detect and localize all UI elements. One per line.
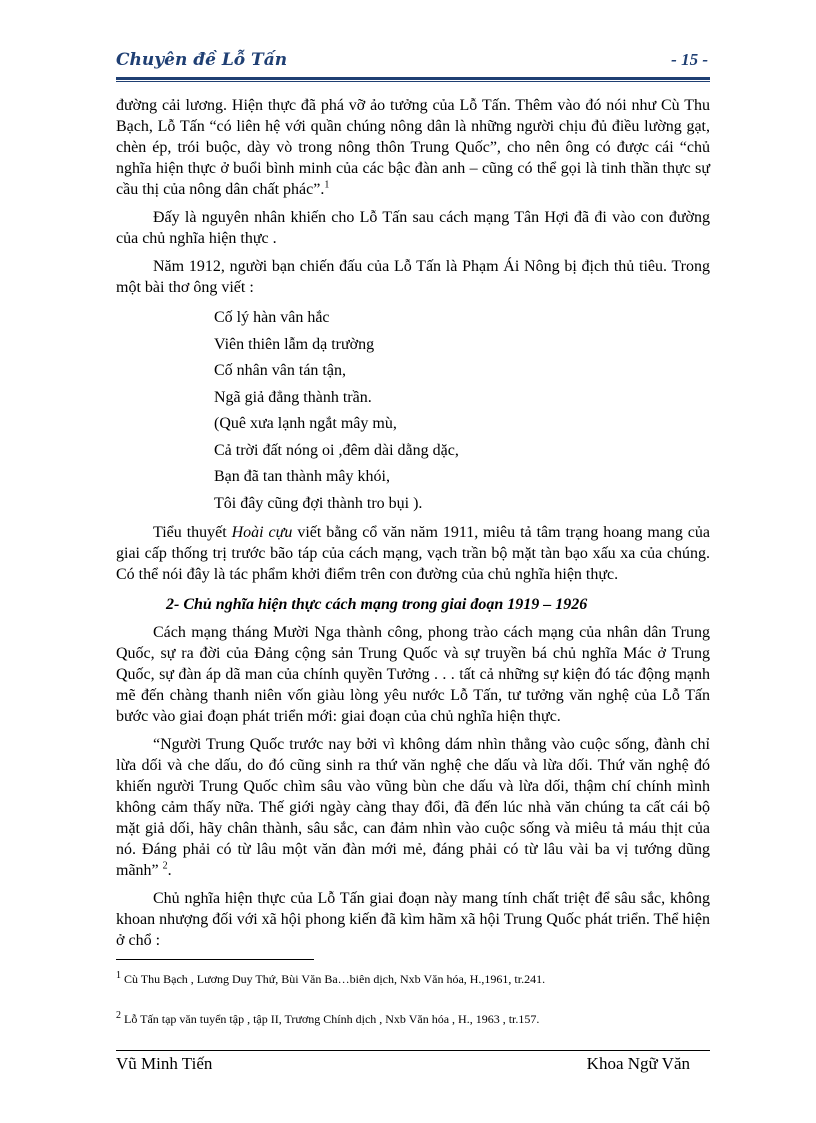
section-heading: 2- Chủ nghĩa hiện thực cách mạng trong giai đoạn 1919 – 1926 xyxy=(166,596,588,613)
poem-line: Cố lý hàn vân hắc xyxy=(214,309,330,326)
poem xyxy=(214,305,710,517)
poem-line: Viên thiên lẫm dạ trường xyxy=(214,335,375,353)
paragraph-6: “Người Trung Quốc trước nay bởi vì không dám nhìn thẳng vào cuộc sống, đành chỉ lừa dối và che dấu, do đó cũng sinh ra thứ văn nghệ che dấu và lừa dối. Thứ văn nghệ đó khiến người Trung Quốc chìm sâu vào vũng bùn che dấu và lừa dối, thậm chí chính mình không cảm thấy nữa. Thế giới ngày càng thay đổi, đã đến lúc nhà văn chúng ta cất cái bộ mặt giả dối, hãy chân thành, sâu sắc, can đảm nhìn vào cuộc sống và miêu tả máu thịt của nó. Đáng phải có từ lâu một văn đàn mới mẻ, đáng phải có từ lâu vài ba vị tướng dũng mãnh” $^2$. xyxy=(116,736,710,879)
poem-line: Bạn đã tan thành mây khói, xyxy=(214,468,390,485)
work-title: Hoài cựu xyxy=(231,524,293,541)
paragraph-3: Năm 1912, người bạn chiến đấu của Lỗ Tấn là Phạm Ái Nông bị địch thủ tiêu. Trong một bài thơ ông viết : xyxy=(116,258,710,296)
paragraph-1: đường cải lương. Hiện thực đã phá vỡ ảo tưởng của Lỗ Tấn. Thêm vào đó nói như Cù Thu Bạch, Lỗ Tấn “có liên hệ với quần chúng nông dân là những người chịu đủ điều lường gạt, chèn ép, trói buộc, dày vò trong nông thôn Trung Quốc”, cho nên ông có được cái “chủ nghĩa hiện thực ở buổi bình minh của các bậc đàn anh – cũng có thể gọi là tinh thần thực sự cầu thị của nông dân chất phác”.$^1$ xyxy=(116,97,710,198)
poem-line: (Quê xưa lạnh ngắt mây mù, xyxy=(214,415,397,432)
poem-line: Cả trời đất nóng oi ,đêm dài dằng dặc, xyxy=(214,441,459,459)
paragraph-4: Tiểu thuyết Hoài cựu viết bằng cổ văn năm 1911, miêu tả tâm trạng hoang mang của giai cấp thống trị trước bão táp của cách mạng, vạch trần bộ mặt tàn bạo xấu xa của chúng. Có thể nói đây là tác phẩm khởi điểm trên con đường của chủ nghĩa hiện thực. xyxy=(116,524,711,583)
body-text xyxy=(116,95,710,958)
poem-line: Cố nhân vân tán tận, xyxy=(214,362,346,379)
paragraph-7: Chủ nghĩa hiện thực của Lỗ Tấn giai đoạn này mang tính chất triệt để sâu sắc, không khoan nhượng đối với xã hội phong kiến đã kìm hãm xã hội Trung Quốc phát triển. Thể hiện ở chổ : xyxy=(116,890,710,949)
paragraph-2: Đấy là nguyên nhân khiến cho Lỗ Tấn sau cách mạng Tân Hợi đã đi vào con đường của chủ nghĩa hiện thực . xyxy=(116,209,710,247)
header-title: Chuyên đề Lỗ Tấn xyxy=(116,50,288,70)
page-number: - 15 - xyxy=(671,50,708,69)
footer-author: Vũ Minh Tiến xyxy=(116,1054,213,1073)
header-rule xyxy=(116,77,710,82)
page-header xyxy=(116,50,708,76)
footnote-ref-1: 1 xyxy=(324,179,330,191)
footer-rule xyxy=(116,1050,710,1051)
paragraph-5: Cách mạng tháng Mười Nga thành công, phong trào cách mạng của nhân dân Trung Quốc, sự ra đời của Đảng cộng sản Trung Quốc và sự truyền bá chủ nghĩa Mác ở Trung Quốc, sự đàn áp dã man của chính quyền Tưởng . . . tất cả những sự kiện đó tác động mạnh mẽ đến chàng thanh niên vốn giàu lòng yêu nước Lỗ Tấn, tư tưởng văn nghệ của Lỗ Tấn bước vào giai đoạn phát triển mới: giai đoạn của chủ nghĩa hiện thực. xyxy=(116,624,710,725)
footnote-ref-2: 2 xyxy=(162,860,168,872)
poem-line: Ngã giả đẳng thành trần. xyxy=(214,388,372,406)
footer-department: Khoa Ngữ Văn xyxy=(586,1054,690,1073)
poem-line: Tôi đây cũng đợi thành tro bụi ). xyxy=(214,494,423,512)
footnote-2: $^2$ Lỗ Tấn tạp văn tuyển tập , tập II, Trương Chính dịch , Nxb Văn hóa , H., 1963 , tr.157. xyxy=(116,1010,540,1026)
footnote-separator xyxy=(116,959,314,960)
footnote-1: $^1$ Cù Thu Bạch , Lương Duy Thứ, Bùi Văn Ba…biên dịch, Nxb Văn hóa, H.,1961, tr.241. xyxy=(116,970,546,986)
